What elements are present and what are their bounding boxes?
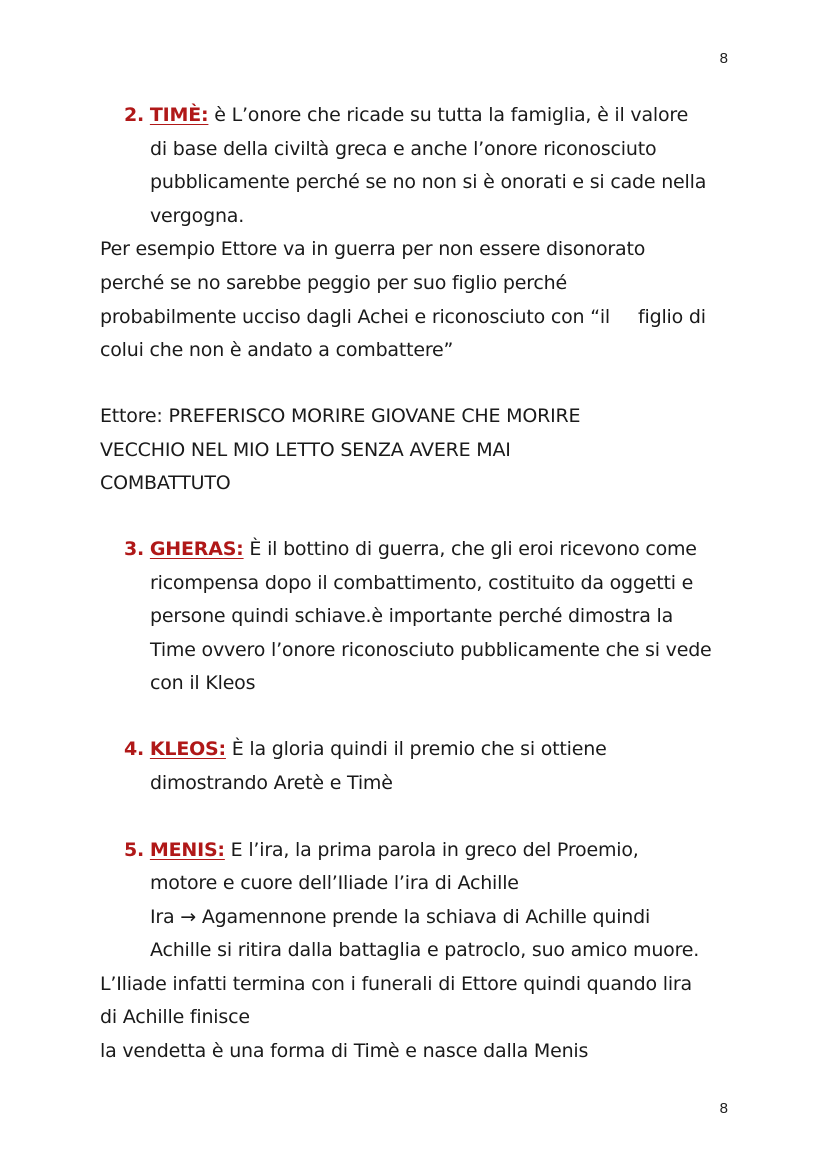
page-number-top: 8 xyxy=(719,50,728,67)
term-menis: MENIS: xyxy=(149,839,225,861)
paragraph-line: L’Iliade infatti termina con i funerali di Ettore quindi quando lira xyxy=(100,973,692,995)
list-item-text: È la gloria quindi il premio che si ottiene xyxy=(225,738,607,760)
paragraph-text: probabilmente ucciso dagli Achei e riconosciuto con “il xyxy=(100,306,611,328)
list-item-text: pubblicamente perché se no non si è onorati e si cade nella xyxy=(150,171,707,193)
list-item-gheras-first-line xyxy=(124,533,697,566)
list-item-text: Ira → Agamennone prende la schiava di Achille quindi xyxy=(150,906,651,928)
paragraph-line: perché se no sarebbe peggio per suo figlio perché xyxy=(100,272,567,294)
list-number: 5. xyxy=(124,839,145,861)
paragraph-line: la vendetta è una forma di Timè e nasce dalla Menis xyxy=(100,1040,589,1062)
list-item-text: con il Kleos xyxy=(150,672,256,694)
quote-line: COMBATTUTO xyxy=(100,472,231,494)
list-item-kleos-first-line xyxy=(124,733,607,766)
list-item-menis-first-line xyxy=(124,834,639,867)
list-item-text: E l’ira, la prima parola in greco del Proemio, xyxy=(224,839,639,861)
paragraph-line: Per esempio Ettore va in guerra per non essere disonorato xyxy=(100,238,646,260)
list-number: 4. xyxy=(124,738,145,760)
paragraph-line xyxy=(100,301,706,334)
page-number-bottom: 8 xyxy=(719,1100,728,1117)
term-gheras: GHERAS: xyxy=(149,538,244,560)
list-item-time-first-line xyxy=(124,99,688,132)
list-item-text: ricompensa dopo il combattimento, costituito da oggetti e xyxy=(150,572,694,594)
list-item-text: dimostrando Aretè e Timè xyxy=(150,772,393,794)
paragraph-text: figlio di xyxy=(638,306,706,328)
list-item-text: Time ovvero l’onore riconosciuto pubblicamente che si vede xyxy=(150,639,712,661)
paragraph-line: di Achille finisce xyxy=(100,1006,250,1028)
term-time: TIMÈ: xyxy=(149,104,209,126)
list-number: 2. xyxy=(124,104,145,126)
list-number: 3. xyxy=(124,538,145,560)
list-item-text: Achille si ritira dalla battaglia e patroclo, suo amico muore. xyxy=(150,939,700,961)
list-item-text: È il bottino di guerra, che gli eroi ricevono come xyxy=(243,538,697,560)
list-item-text: motore e cuore dell’Iliade l’ira di Achille xyxy=(150,872,519,894)
list-item-text: persone quindi schiave.è importante perché dimostra la xyxy=(150,605,674,627)
term-kleos: KLEOS: xyxy=(149,738,226,760)
list-item-text: è L’onore che ricade su tutta la famiglia, è il valore xyxy=(208,104,689,126)
quote-line: VECCHIO NEL MIO LETTO SENZA AVERE MAI xyxy=(100,439,511,461)
quote-line: Ettore: PREFERISCO MORIRE GIOVANE CHE MORIRE xyxy=(100,405,581,427)
paragraph-line: colui che non è andato a combattere” xyxy=(100,339,454,361)
list-item-text: di base della civiltà greca e anche l’onore riconosciuto xyxy=(150,138,657,160)
list-item-text: vergogna. xyxy=(150,205,245,227)
